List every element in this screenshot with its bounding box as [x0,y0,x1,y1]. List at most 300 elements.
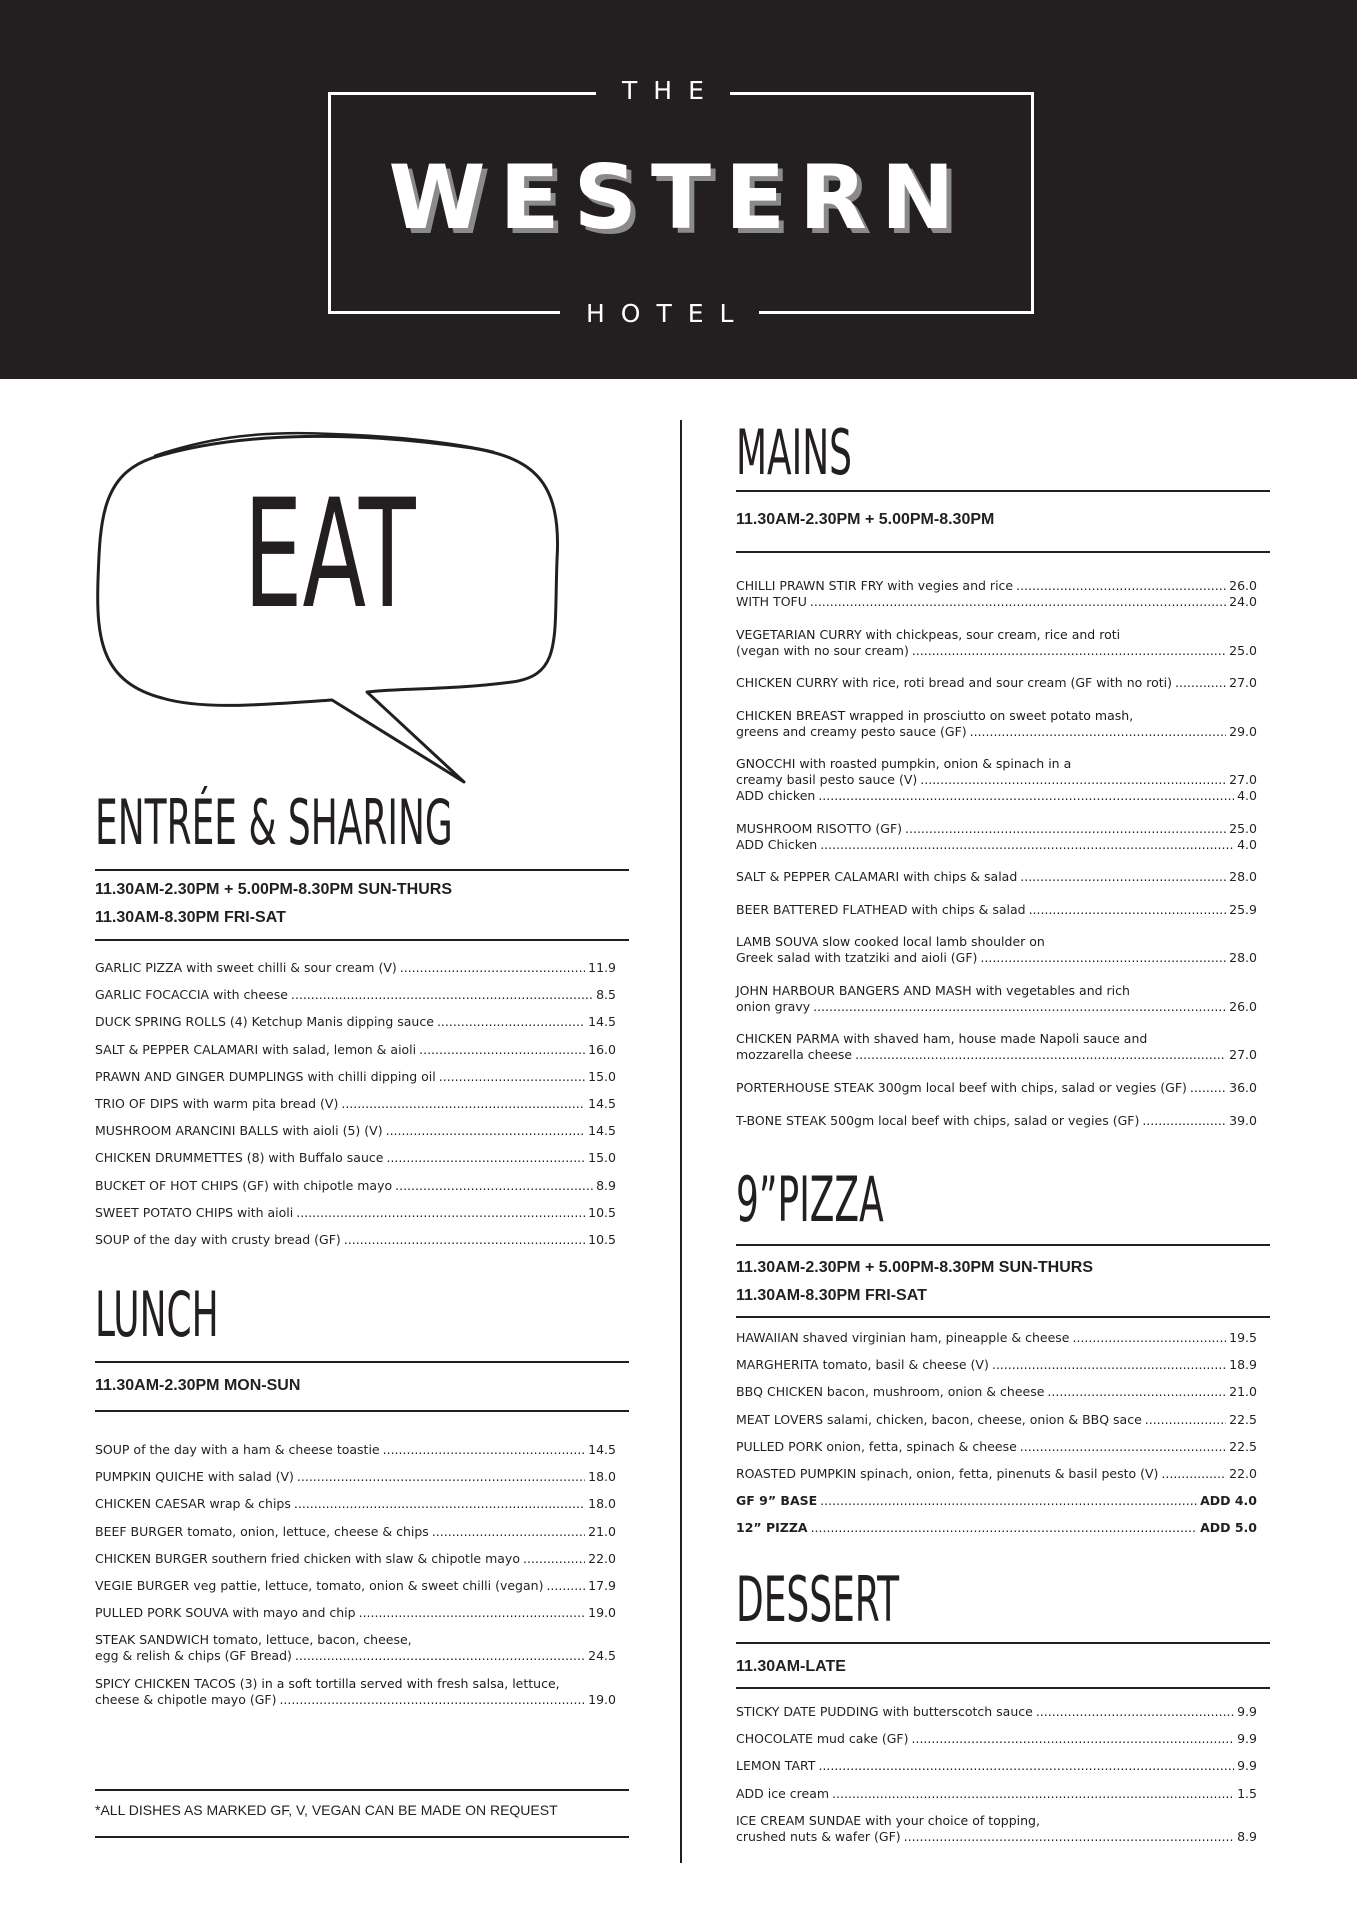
menu-item [736,708,1257,740]
dot-leader [912,643,1226,659]
menu-item [736,788,1257,804]
item-row [736,837,1257,853]
item-price: 26.0 [1229,998,1257,1014]
menu-item-group [736,708,1257,740]
item-row [736,772,1257,788]
entree-rule-top [95,869,629,871]
item-row [95,1578,616,1594]
dot-leader [1016,578,1226,594]
menu-item [736,902,1257,918]
dot-leader [1072,1330,1226,1346]
lunch-title: LUNCH [95,1278,219,1351]
dot-leader [1047,1384,1226,1400]
item-price: 14.5 [588,1014,616,1030]
menu-item-group [736,821,1257,853]
menu-item [95,1096,616,1112]
item-row [736,1466,1257,1482]
item-price: 25.9 [1229,901,1257,917]
dot-leader [383,1442,586,1458]
item-price: 11.9 [588,960,616,975]
menu-item [736,1786,1257,1802]
item-row [95,1150,616,1166]
item-price: 9.9 [1237,1704,1257,1719]
footnote-rule-top [95,1789,629,1791]
menu-item [95,1442,616,1458]
menu-item [736,1813,1257,1845]
eat-heading: EAT [243,468,416,642]
mains-rule-top [736,490,1270,492]
dot-leader [820,837,1234,853]
item-price: ADD 4.0 [1200,1493,1257,1509]
item-description: egg & relish & chips (GF Bread) [95,1648,292,1664]
dot-leader [818,788,1234,804]
item-price: 19.0 [588,1691,616,1707]
menu-item [736,1080,1257,1096]
menu-item [95,1069,616,1085]
item-description-line: GNOCCHI with roasted pumpkin, onion & spinach in a [736,756,1072,771]
item-row [736,1047,1257,1063]
menu-item [95,1232,616,1248]
item-row [736,1758,1257,1774]
item-description: PULLED PORK onion, fetta, spinach & cheese [736,1438,1017,1454]
menu-item [736,837,1257,853]
dot-leader [855,1047,1226,1063]
menu-item-group [736,1031,1257,1063]
item-price: 8.9 [596,1177,616,1193]
menu-item [736,756,1257,788]
dot-leader [341,1096,585,1112]
dot-leader [294,1496,585,1512]
item-price: ADD 5.0 [1200,1520,1257,1536]
menu-item [95,1676,616,1708]
menu-item [95,1496,616,1512]
menu-item-group [736,578,1257,610]
menu-item [95,1014,616,1030]
item-row [736,1080,1257,1096]
menu-item [736,675,1257,691]
item-description: PUMPKIN QUICHE with salad (V) [95,1469,294,1485]
item-row [95,1605,616,1621]
item-description: WITH TOFU [736,594,807,609]
item-row [95,1232,616,1248]
item-description: MUSHROOM RISOTTO (GF) [736,820,903,836]
item-description: GARLIC PIZZA with sweet chilli & sour cream (V) [95,960,397,975]
dot-leader [1145,1412,1226,1428]
dessert-hours-1: 11.30AM-LATE [736,1658,846,1675]
item-price: 27.0 [1229,1047,1257,1062]
menu-item [736,594,1257,610]
item-description: DUCK SPRING ROLLS (4) Ketchup Manis dipping sauce [95,1014,434,1030]
item-row [736,1493,1257,1509]
mains-rule-bottom [736,551,1270,553]
item-price: 15.0 [588,1068,616,1084]
menu-item [736,1731,1257,1747]
item-price: 25.0 [1229,642,1257,658]
header-banner [0,0,1357,379]
dot-leader [912,1731,1235,1747]
item-price: 9.9 [1237,1731,1257,1747]
item-price: 22.0 [1229,1465,1257,1481]
item-row [95,1205,616,1221]
menu-item [736,1412,1257,1428]
item-price: 1.5 [1237,1785,1257,1801]
item-row [736,594,1257,610]
menu-item [736,1466,1257,1482]
item-price: 21.0 [1229,1384,1257,1400]
item-price: 8.5 [596,987,616,1003]
item-row [736,950,1257,966]
item-price: 14.5 [588,1095,616,1111]
dot-leader [386,1123,586,1139]
dot-leader [1020,869,1226,885]
item-price: 27.0 [1229,772,1257,787]
item-price: 18.0 [588,1496,616,1512]
item-description: MARGHERITA tomato, basil & cheese (V) [736,1357,989,1373]
item-description: SALT & PEPPER CALAMARI with chips & salad [736,869,1018,884]
dessert-rule-top [736,1642,1270,1644]
item-row [736,999,1257,1015]
item-price: 19.5 [1229,1330,1257,1345]
menu-item [95,1632,616,1664]
menu-item [736,627,1257,659]
item-price: 18.9 [1229,1357,1257,1373]
dot-leader [546,1578,585,1594]
menu-item-group [736,869,1257,885]
pizza-hours-2: 11.30AM-8.30PM FRI-SAT [736,1287,927,1304]
menu-item-group [736,1080,1257,1096]
menu-item [736,869,1257,885]
dot-leader [1036,1704,1234,1720]
dessert-list [736,1704,1257,1856]
item-description: SWEET POTATO CHIPS with aioli [95,1204,294,1220]
dot-leader [811,1520,1198,1536]
item-price: 28.0 [1229,869,1257,884]
dot-leader [432,1524,585,1540]
item-description: ADD Chicken [736,836,818,852]
item-description-line: SPICY CHICKEN TACOS (3) in a soft tortilla served with fresh salsa, lettuce, [95,1675,560,1691]
item-price: 22.5 [1229,1438,1257,1454]
item-row [736,1330,1257,1346]
item-description: PORTERHOUSE STEAK 300gm local beef with chips, salad or vegies (GF) [736,1080,1187,1095]
menu-item [736,1113,1257,1129]
item-description: cheese & chipotle mayo (GF) [95,1691,277,1707]
item-price: 22.0 [588,1550,616,1566]
menu-item [95,1123,616,1139]
dot-leader [970,724,1227,740]
item-description: TRIO OF DIPS with warm pita bread (V) [95,1095,339,1111]
pizza-rule-bottom [736,1316,1270,1318]
menu-item [736,1520,1257,1536]
item-description: crushed nuts & wafer (GF) [736,1828,901,1844]
lunch-rule-top [95,1361,629,1363]
mains-list [736,578,1257,1146]
column-divider [680,420,682,1863]
item-row [95,1123,616,1139]
item-row [736,788,1257,804]
menu-item [95,1150,616,1166]
item-description: onion gravy [736,998,811,1014]
item-row [736,724,1257,740]
menu-item [736,1357,1257,1373]
dot-leader [813,999,1226,1015]
item-price: 26.0 [1229,578,1257,593]
item-description: MEAT LOVERS salami, chicken, bacon, cheese, onion & BBQ sace [736,1411,1142,1427]
lunch-hours-1: 11.30AM-2.30PM MON-SUN [95,1377,301,1394]
menu-item [736,1330,1257,1346]
item-price: 22.5 [1229,1411,1257,1427]
dot-leader [395,1178,593,1194]
item-row [736,1113,1257,1129]
item-row [736,1439,1257,1455]
menu-item [95,1178,616,1194]
dessert-title: DESSERT [736,1563,900,1636]
pizza-hours-1: 11.30AM-2.30PM + 5.00PM-8.30PM SUN-THURS [736,1259,1094,1276]
dot-leader [905,821,1226,837]
item-description: CHICKEN BURGER southern fried chicken with slaw & chipotle mayo [95,1550,520,1566]
pizza-list [736,1330,1257,1548]
item-price: 25.0 [1229,820,1257,836]
item-row [95,1069,616,1085]
dot-leader [1190,1080,1226,1096]
item-price: 10.5 [588,1231,616,1247]
item-description: T-BONE STEAK 500gm local beef with chips, salad or vegies (GF) [736,1113,1140,1128]
item-description-line: JOHN HARBOUR BANGERS AND MASH with vegetables and rich [736,982,1130,998]
item-description: (vegan with no sour cream) [736,642,909,658]
item-description: SALT & PEPPER CALAMARI with salad, lemon & aioli [95,1041,417,1057]
menu-item [736,1704,1257,1720]
item-description-line: VEGETARIAN CURRY with chickpeas, sour cream, rice and roti [736,626,1121,642]
logo-hotel: HOTEL [560,299,759,329]
item-price: 16.0 [588,1041,616,1057]
dot-leader [992,1357,1226,1373]
menu-item-group [736,983,1257,1015]
item-row [95,1469,616,1485]
item-description: SOUP of the day with a ham & cheese toastie [95,1442,380,1457]
entree-hours-2: 11.30AM-8.30PM FRI-SAT [95,909,286,926]
item-row [736,869,1257,885]
item-price: 8.9 [1237,1828,1257,1844]
item-description: BBQ CHICKEN bacon, mushroom, onion & cheese [736,1384,1045,1400]
menu-item-group [736,675,1257,691]
item-description: mozzarella cheese [736,1047,853,1062]
dessert-rule-bottom [736,1687,1270,1689]
entree-title: ENTRÉE & SHARING [95,786,453,859]
item-description: 12” PIZZA [736,1520,808,1536]
item-description-line: ICE CREAM SUNDAE with your choice of topping, [736,1812,1040,1828]
item-description: ADD ice cream [736,1785,830,1801]
item-description: GF 9” BASE [736,1493,818,1509]
item-description: PULLED PORK SOUVA with mayo and chip [95,1605,356,1621]
dot-leader [295,1648,585,1664]
dot-leader [400,960,585,976]
mains-title: MAINS [736,416,852,489]
item-row [95,1442,616,1458]
item-row [736,1357,1257,1373]
dot-leader [297,1469,585,1485]
item-row [736,1704,1257,1720]
logo-western: WESTERN [388,146,969,249]
menu-item-group [736,627,1257,659]
dot-leader [1142,1113,1226,1129]
item-row [736,1412,1257,1428]
dot-leader [523,1551,585,1567]
dot-leader [439,1069,585,1085]
menu-item [736,578,1257,594]
dot-leader [820,1493,1197,1509]
item-price: 29.0 [1229,723,1257,739]
dot-leader [1175,675,1226,691]
entree-rule-bottom [95,939,629,941]
item-description: ADD chicken [736,788,816,803]
item-row [736,643,1257,659]
dot-leader [810,594,1226,610]
menu-item-group [736,1113,1257,1129]
item-row [736,1786,1257,1802]
dot-leader [920,772,1226,788]
item-price: 36.0 [1229,1080,1257,1095]
menu-item [736,821,1257,837]
dot-leader [980,950,1226,966]
dot-leader [1161,1466,1226,1482]
item-price: 39.0 [1229,1113,1257,1128]
item-row [736,821,1257,837]
item-description: CHOCOLATE mud cake (GF) [736,1731,909,1747]
menu-item [95,1605,616,1621]
item-row [736,675,1257,691]
item-description: SOUP of the day with crusty bread (GF) [95,1231,341,1247]
item-price: 10.5 [588,1204,616,1220]
dot-leader [419,1042,585,1058]
item-description: LEMON TART [736,1758,816,1774]
dot-leader [437,1014,585,1030]
item-description-line: CHICKEN PARMA with shaved ham, house made Napoli sauce and [736,1031,1148,1046]
menu-item [736,934,1257,966]
item-row [736,1731,1257,1747]
item-description: creamy basil pesto sauce (V) [736,772,918,787]
menu-item [736,1439,1257,1455]
menu-item-group [736,902,1257,918]
item-price: 14.5 [588,1123,616,1139]
menu-item [736,1384,1257,1400]
item-row [95,1042,616,1058]
item-price: 9.9 [1237,1758,1257,1774]
item-price: 28.0 [1229,950,1257,965]
item-row [95,987,616,1003]
menu-item [736,1031,1257,1063]
item-row [95,1096,616,1112]
dot-leader [344,1232,585,1248]
item-row [95,1551,616,1567]
item-description-line: CHICKEN BREAST wrapped in prosciutto on sweet potato mash, [736,707,1134,723]
menu-item [95,1524,616,1540]
menu-item [736,983,1257,1015]
entree-hours-1: 11.30AM-2.30PM + 5.00PM-8.30PM SUN-THURS [95,881,453,898]
item-description: ROASTED PUMPKIN spinach, onion, fetta, pinenuts & basil pesto (V) [736,1465,1159,1481]
lunch-rule-bottom [95,1410,629,1412]
item-description: BEEF BURGER tomato, onion, lettuce, cheese & chips [95,1523,429,1539]
item-description: BUCKET OF HOT CHIPS (GF) with chipotle mayo [95,1177,393,1193]
menu-item [95,987,616,1003]
menu-item [95,1578,616,1594]
dot-leader [1020,1439,1226,1455]
mains-hours-1: 11.30AM-2.30PM + 5.00PM-8.30PM [736,511,995,528]
item-price: 4.0 [1237,788,1257,803]
item-price: 19.0 [588,1605,616,1621]
menu-item [736,1758,1257,1774]
item-price: 21.0 [588,1523,616,1539]
item-price: 15.0 [588,1150,616,1166]
item-price: 17.9 [588,1577,616,1593]
dot-leader [296,1205,585,1221]
item-description: VEGIE BURGER veg pattie, lettuce, tomato, onion & sweet chilli (vegan) [95,1577,544,1593]
footnote: *ALL DISHES AS MARKED GF, V, VEGAN CAN BE MADE ON REQUEST [95,1802,558,1818]
item-row [95,1014,616,1030]
entree-list [95,960,616,1259]
item-description: Greek salad with tzatziki and aioli (GF) [736,950,978,965]
item-row [736,902,1257,918]
item-price: 27.0 [1229,675,1257,690]
dot-leader [1029,902,1227,918]
dot-leader [279,1692,585,1708]
pizza-title: 9”PIZZA [736,1163,884,1236]
menu-item-group [736,934,1257,966]
dot-leader [359,1605,586,1621]
item-description-line: LAMB SOUVA slow cooked local lamb shoulder on [736,934,1045,949]
item-row [95,1496,616,1512]
menu-item [736,1493,1257,1509]
menu-item [95,960,616,976]
item-row [736,578,1257,594]
menu-item [95,1205,616,1221]
dot-leader [904,1829,1234,1845]
item-description: BEER BATTERED FLATHEAD with chips & salad [736,901,1026,917]
item-description: greens and creamy pesto sauce (GF) [736,723,967,739]
item-row [95,960,616,976]
item-price: 18.0 [588,1469,616,1485]
item-price: 14.5 [588,1442,616,1457]
item-row [736,1384,1257,1400]
item-description: PRAWN AND GINGER DUMPLINGS with chilli dipping oil [95,1068,436,1084]
item-row [95,1648,616,1664]
dot-leader [386,1150,585,1166]
menu-item [95,1042,616,1058]
dot-leader [818,1758,1234,1774]
item-row [95,1692,616,1708]
logo-the: THE [596,76,730,106]
item-description: CHICKEN CAESAR wrap & chips [95,1496,291,1512]
item-description: CHILLI PRAWN STIR FRY with vegies and rice [736,578,1014,593]
item-description: MUSHROOM ARANCINI BALLS with aioli (5) (V) [95,1123,383,1139]
footnote-rule-bottom [95,1836,629,1838]
item-description: HAWAIIAN shaved virginian ham, pineapple & cheese [736,1330,1070,1345]
pizza-rule-top [736,1244,1270,1246]
menu-item [95,1469,616,1485]
item-row [95,1178,616,1194]
item-price: 24.0 [1229,594,1257,609]
menu-item-group [736,756,1257,804]
dot-leader [832,1786,1234,1802]
item-price: 4.0 [1237,836,1257,852]
item-description-line: STEAK SANDWICH tomato, lettuce, bacon, cheese, [95,1632,412,1648]
item-description: CHICKEN CURRY with rice, roti bread and sour cream (GF with no roti) [736,675,1172,690]
item-row [736,1829,1257,1845]
item-description: GARLIC FOCACCIA with cheese [95,987,288,1003]
menu-item [95,1551,616,1567]
item-row [736,1520,1257,1536]
item-row [95,1524,616,1540]
item-description: STICKY DATE PUDDING with butterscotch sauce [736,1704,1033,1719]
dot-leader [291,987,593,1003]
